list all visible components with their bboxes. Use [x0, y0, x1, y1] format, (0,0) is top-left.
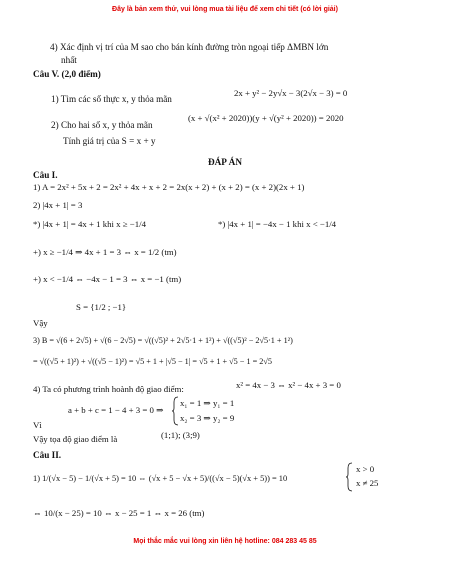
c5-q2-tail: Tính giá trị của S = x + y [63, 136, 156, 146]
answer-1-4-equation: x² = 4x − 3 ⇔ x² − 4x + 3 = 0 [236, 380, 341, 390]
intersection-points: (1;1); (3;9) [161, 430, 200, 440]
answer-1-2: 2) |4x + 1| = 3 [33, 200, 83, 210]
case-1: *) |4x + 1| = 4x + 1 khi x ≥ −1/4 [33, 219, 146, 229]
vi-word: Vì [33, 420, 42, 430]
preview-notice-banner: Đây là bản xem thử, vui lòng mua tài liệu để xem chi tiết (có lời giải) [112, 6, 338, 13]
condition-brace [346, 462, 354, 492]
c5-q1-equation: 2x + y² − 2y√x − 3(2√x − 3) = 0 [234, 88, 348, 98]
solution-1: +) x ≥ −1/4 ⇒ 4x + 1 = 3 ⇔ x = 1/2 (tm) [33, 247, 177, 257]
condition-2: x ≠ 25 [356, 478, 379, 488]
answer-2-1-cont: ⇔ 10/(x − 25) = 10 ⇔ x − 25 = 1 ⇔ x = 26 (tm) [33, 508, 205, 518]
solution-set: S = {1/2 ; −1} [76, 302, 127, 312]
question-4: 4) Xác định vị trí của M sao cho bán kính đường tròn ngoại tiếp ΔMBN lớn [50, 42, 329, 52]
vieta-line: a + b + c = 1 − 4 + 3 = 0 ⇒ [68, 405, 164, 415]
system-root-2: x₂ = 3 ⇒ y₂ = 9 [180, 413, 235, 423]
answer-2-1: 1) 1/(√x − 5) − 1/(√x + 5) = 10 ⇔ (√x + 5 − √x + 5)/((√x − 5)(√x + 5)) = 10 [33, 474, 288, 483]
c5-q2-text: 2) Cho hai số x, y thỏa mãn [51, 120, 153, 130]
hotline-footer: Mọi thắc mắc vui lòng xin liên hệ hotline: 084 283 45 85 [133, 538, 317, 545]
system-root-1: x₁ = 1 ⇒ y₁ = 1 [180, 398, 235, 408]
solution-2: +) x < −1/4 ⇔ −4x − 1 = 3 ⇔ x = −1 (tm) [33, 274, 182, 284]
answer-1-1: 1) A = 2x² + 5x + 2 = 2x² + 4x + x + 2 = 2x(x + 2) + (x + 2) = (x + 2)(2x + 1) [33, 182, 305, 192]
section-heading-5: Câu V. (2,0 điểm) [33, 69, 101, 79]
condition-1: x > 0 [356, 464, 375, 474]
points-text: Vậy tọa độ giao điểm là [33, 434, 118, 444]
conclusion-word: Vậy [33, 318, 48, 328]
question-4-cont: nhất [61, 55, 77, 65]
c5-q1-text: 1) Tìm các số thực x, y thỏa mãn [51, 94, 172, 104]
section-heading-1: Câu I. [33, 170, 58, 180]
system-brace [172, 396, 180, 426]
case-2: *) |4x + 1| = −4x − 1 khi x < −1/4 [218, 219, 337, 229]
answer-1-3: 3) B = √(6 + 2√5) + √(6 − 2√5) = √((√5)² + 2√5·1 + 1²) + √((√5)² − 2√5·1 + 1²) [33, 336, 293, 345]
c5-q2-equation: (x + √(x² + 2020))(y + √(y² + 2020)) = 2020 [188, 113, 344, 123]
section-heading-2: Câu II. [33, 450, 62, 460]
answer-title: ĐÁP ÁN [208, 157, 242, 167]
answer-1-4: 4) Ta có phương trình hoành độ giao điểm: [33, 384, 184, 394]
answer-1-3-cont: = √((√5 + 1)²) + √((√5 − 1)²) = √5 + 1 + |√5 − 1| = √5 + 1 + √5 − 1 = 2√5 [33, 357, 272, 366]
